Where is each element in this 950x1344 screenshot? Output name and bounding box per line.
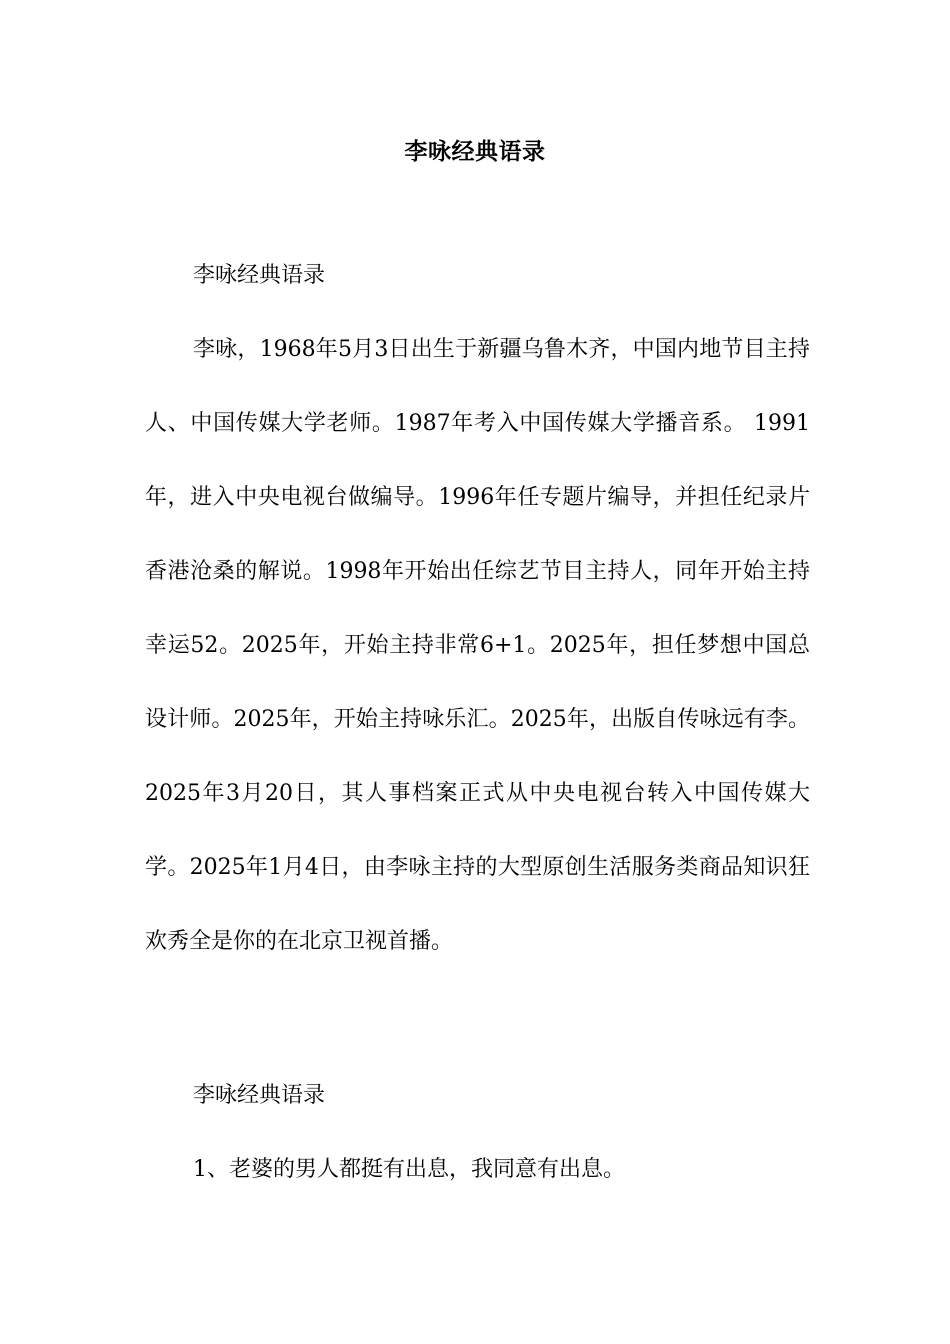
biography-paragraph: 李咏，1968年5月3日出生于新疆乌鲁木齐，中国内地节目主持人、中国传媒大学老师。1987年考入中国传媒大学播音系。 1991年，进入中央电视台做编导。1996年任专题片编导，并担任纪录片香港沧桑的解说。1998年开始出任综艺节目主持人，同年开始主持幸运52。2025年，开始主持非常6+1。2025年，担任梦想中国总设计师。2025年，开始主持咏乐汇。2025年，出版自传咏远有李。2025年3月20日，其人事档案正式从中央电视台转入中国传媒大学。2025年1月4日，由李咏主持的大型原创生活服务类商品知识狂欢秀全是你的在北京卫视首播。 bbox=[145, 337, 810, 954]
section-heading: 李咏经典语录 bbox=[193, 1083, 326, 1108]
section-heading: 李咏经典语录 bbox=[193, 263, 326, 288]
quote-item: 1、老婆的男人都挺有出息，我同意有出息。 bbox=[193, 1157, 625, 1182]
document-title: 李咏经典语录 bbox=[404, 139, 546, 165]
